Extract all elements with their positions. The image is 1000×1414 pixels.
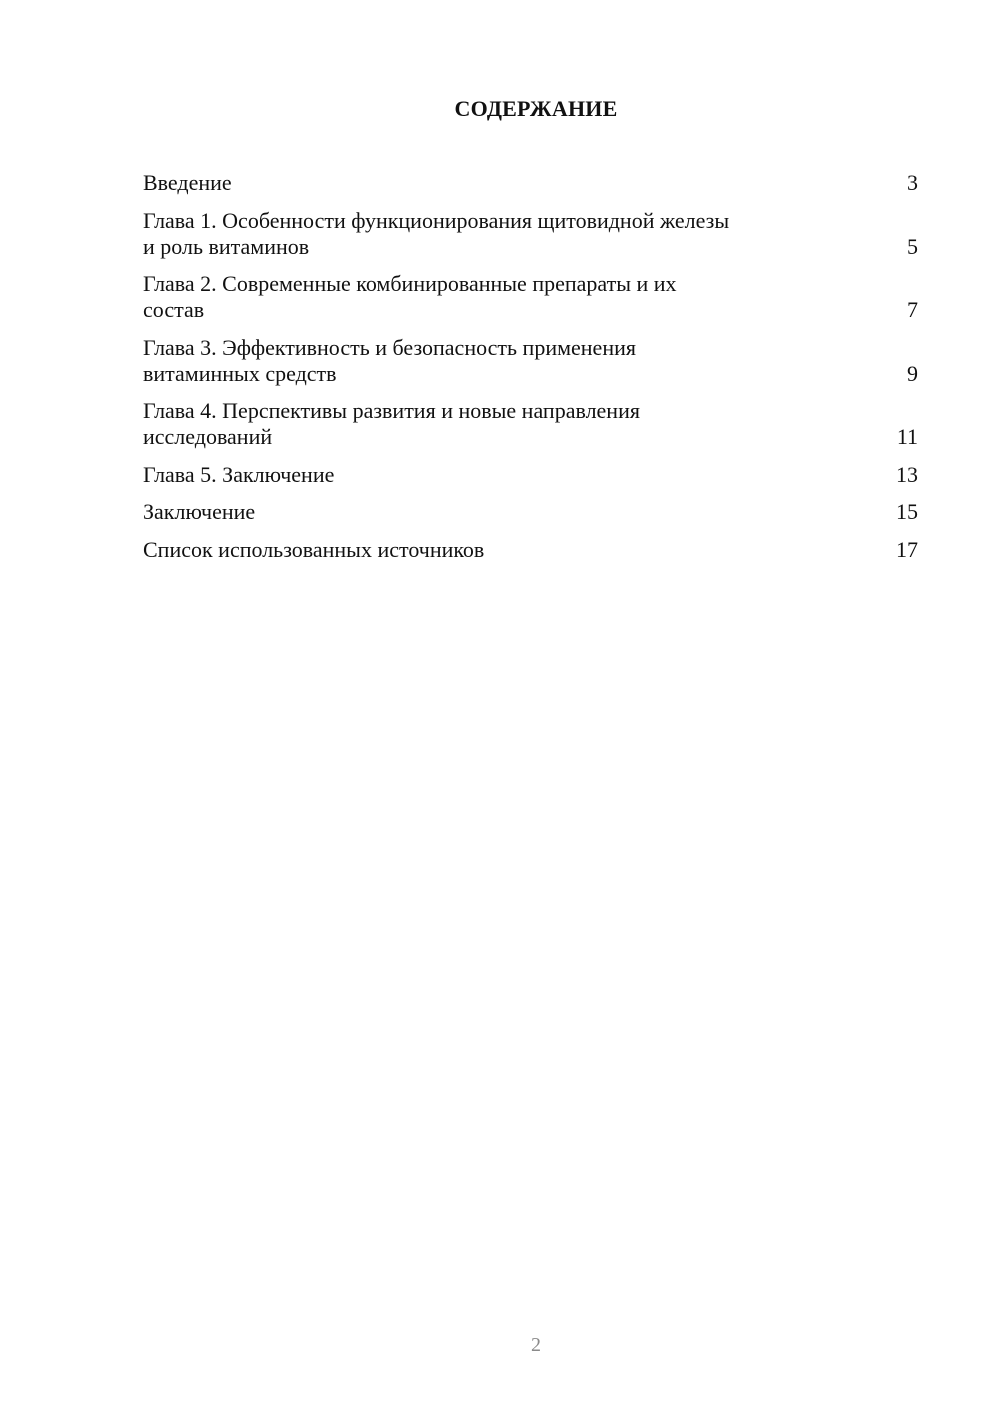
toc-entry-line: Заключение (143, 499, 256, 524)
toc-entry-line: Глава 1. Особенности функционирования щитовидной железы (143, 207, 730, 233)
toc-entry-title (143, 335, 878, 387)
toc-entry-page: 9 (907, 360, 918, 386)
toc-entry-page: 13 (896, 461, 918, 487)
toc-entry-title (143, 398, 878, 450)
toc-entry-line: исследований (143, 424, 273, 449)
toc-entry-page: 17 (896, 536, 918, 562)
page-title: СОДЕРЖАНИЕ (454, 96, 618, 121)
toc-entry-page: 11 (896, 424, 918, 449)
toc-entry-line: витаминных средств (143, 360, 337, 386)
toc-entry-title (143, 271, 878, 323)
toc-entry-page: 5 (907, 233, 918, 259)
toc-entry[interactable] (143, 462, 918, 488)
toc-entry[interactable] (143, 537, 918, 563)
toc-entry[interactable] (143, 398, 918, 450)
page-number: 2 (531, 1334, 541, 1356)
toc-entry[interactable] (143, 170, 918, 196)
toc-entry-line: Список использованных источников (143, 536, 485, 562)
toc-entry-line: Глава 5. Заключение (143, 461, 335, 487)
toc-entry-line: состав (143, 297, 205, 322)
toc-entry[interactable] (143, 335, 918, 387)
toc-entry-page: 15 (896, 499, 918, 524)
toc-entry-line: Глава 4. Перспективы развития и новые направления (143, 398, 640, 423)
toc-entry-page: 7 (907, 297, 918, 322)
toc-entry-title (143, 499, 878, 525)
toc-entry-title (143, 462, 878, 488)
toc-entry-line: Введение (143, 170, 232, 195)
toc-entry[interactable] (143, 499, 918, 525)
toc-entry-title (143, 537, 878, 563)
toc-entry-title (143, 170, 878, 196)
table-of-contents (143, 170, 918, 574)
toc-entry-line: Глава 3. Эффективность и безопасность применения (143, 334, 636, 360)
toc-entry-line: Глава 2. Современные комбинированные препараты и их (143, 271, 677, 296)
toc-entry[interactable] (143, 271, 918, 323)
toc-entry-page: 3 (907, 170, 918, 195)
toc-entry[interactable] (143, 208, 918, 260)
toc-entry-line: и роль витаминов (143, 233, 310, 259)
toc-entry-title (143, 208, 878, 260)
